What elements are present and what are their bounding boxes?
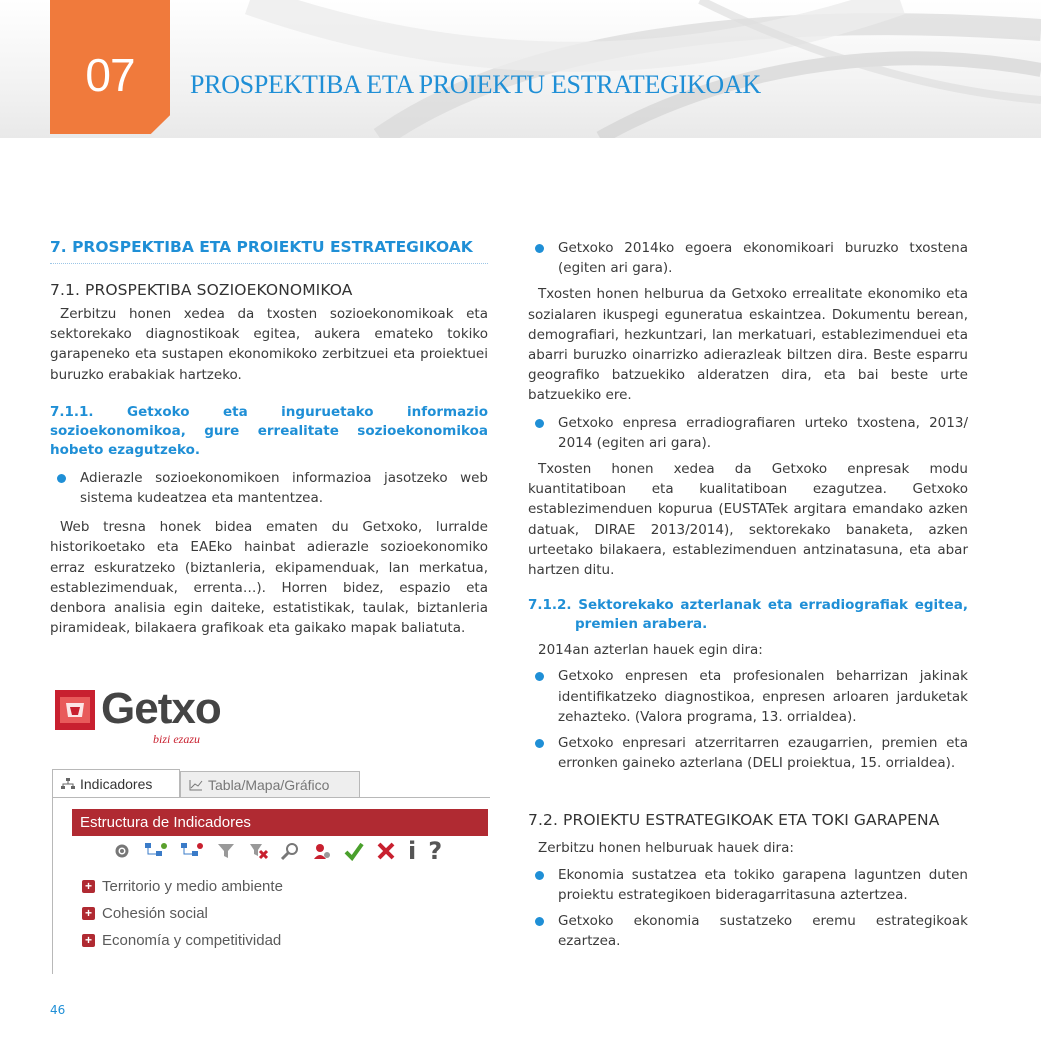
tree-item-label: Cohesión social	[102, 904, 208, 922]
logo-tagline: bizi ezazu	[153, 732, 201, 746]
bullet-text: Ekonomia sustatzea eta tokiko garapena laguntzen duten proiektu estrategikoen bideragarritasuna aztertzea.	[558, 866, 968, 903]
tab-label: Tabla/Mapa/Gráfico	[208, 776, 330, 793]
section-heading: 7. PROSPEKTIBA ETA PROIEKTU ESTRATEGIKOAK	[50, 238, 488, 264]
info-icon[interactable]: i	[408, 837, 417, 865]
check-icon[interactable]	[344, 841, 364, 861]
bullet-dot	[535, 917, 544, 926]
chapter-title: PROSPEKTIBA ETA PROIEKTU ESTRATEGIKOAK	[190, 70, 761, 99]
line-chart-icon	[189, 779, 203, 791]
tree-item-cohesion[interactable]	[82, 903, 208, 923]
page-number: 46	[50, 1003, 66, 1017]
bullet-text: Getxoko ekonomia sustatzeko eremu estrategikoak ezartzea.	[558, 913, 968, 950]
expand-tree-icon[interactable]	[144, 841, 168, 861]
tree-structure-icon	[61, 778, 75, 790]
list-item	[528, 238, 968, 278]
bullet-dot	[535, 244, 544, 253]
list-item	[528, 865, 968, 905]
expand-plus-icon[interactable]: +	[82, 880, 95, 893]
bullet-dot	[535, 871, 544, 880]
settings-gear-icon[interactable]	[112, 841, 132, 861]
goals-intro: Zerbitzu honen helburuak hauek dira:	[538, 840, 794, 857]
getxo-crest-icon	[54, 689, 96, 731]
getxo-logo-wordmark: Getxo	[101, 684, 221, 733]
report-paragraph: Txosten honen helburua da Getxoko errealitate ekonomiko eta sozialaren ikuspegi eguneratua eskaintzea. Dokumentu berean, demografiari, hezkuntzari, lan merkatuari, establezimenduei eta abarri buruzko oinarrizko adierazleak biltzen dira. Beste esparru geografiko batzuekiko alderatzen dira, eta bai beste urte batzuekiko ere.	[528, 286, 968, 404]
panel-title: Estructura de Indicadores	[72, 809, 488, 836]
bullet-text: Getxoko enpresari atzerritarren ezaugarrien, premien eta erronken gaineko azterlana (DELI proiektua, 15. orrialdea).	[558, 735, 968, 772]
web-tool-screenshot	[50, 678, 490, 974]
list-item	[528, 911, 968, 951]
bullet-text: Getxoko 2014ko egoera ekonomikoari buruzko txostena (egiten ari gara).	[558, 240, 968, 277]
list-item	[528, 413, 968, 453]
remove-filter-icon[interactable]	[248, 841, 268, 861]
panel-border	[52, 797, 53, 974]
list-item	[528, 666, 968, 727]
bullet-dot	[535, 419, 544, 428]
tree-item-label: Economía y competitividad	[102, 931, 282, 949]
expand-plus-icon[interactable]: +	[82, 934, 95, 947]
indicator-toolbar	[112, 838, 442, 864]
tree-item-label: Territorio y medio ambiente	[102, 877, 283, 895]
bullet-text: Getxoko enpresa erradiografiaren urteko txostena, 2013/ 2014 (egiten ari gara).	[558, 414, 968, 451]
tab-divider	[52, 797, 490, 798]
subsection-heading-72: 7.2. PROIEKTU ESTRATEGIKOAK ETA TOKI GARAPENA	[528, 811, 940, 830]
search-icon[interactable]	[280, 841, 300, 861]
web-tool-paragraph: Web tresna honek bidea ematen du Getxoko, lurralde historikoetako eta EAEko hainbat adierazle sozioekonomiko erraz eskuratzeko (biztanleria, ekipamenduak, lan merkatua, establezimenduak, errenta…). Horren bidez, espazio eta denbora analisia egin daiteke, estatistikak, taulak, biztanleria piramideak, bilakaera grafikoak eta gaikako mapak baliatuta.	[50, 519, 488, 637]
chapter-number: 07	[85, 49, 135, 101]
expand-plus-icon[interactable]: +	[82, 907, 95, 920]
subsection-heading: 7.1. PROSPEKTIBA SOZIOEKONOMIKOA	[50, 281, 353, 299]
uncheck-icon[interactable]	[376, 841, 396, 861]
left-column	[50, 238, 488, 638]
bullet-dot	[57, 474, 66, 483]
intro-paragraph: Zerbitzu honen xedea da txosten sozioekonomikoak eta sektorekako diagnostikoak egitea, aukera emateko tokiko garapeneko eta sustapen ekonomikoko zerbitzuei eta proiektuei buruzko erabakiak hartzeko.	[50, 306, 488, 383]
filter-icon[interactable]	[216, 841, 236, 861]
tree-item-economia[interactable]	[82, 930, 281, 950]
bullet-dot	[535, 672, 544, 681]
studies-intro: 2014an azterlan hauek egin dira:	[538, 642, 763, 659]
tab-indicadores[interactable]	[52, 769, 180, 797]
user-search-icon[interactable]	[312, 841, 332, 861]
radiography-paragraph: Txosten honen xedea da Getxoko enpresak modu kuantitatiboan eta kualitatiboan ezagutzea. Getxoko establezimenduen kopurua (EUSTATek argitara emandako azken datuak, DIRAE 2013/2014), sektorekako banaketa, azken urteetako bilakaera, establezimenduen antzinatasuna, eta abar hartzen ditu.	[528, 461, 968, 579]
subsubsection-heading-712: 7.1.2. Sektorekako azterlanak eta erradiografiak egitea, premien arabera.	[528, 597, 968, 633]
collapse-tree-icon[interactable]	[180, 841, 204, 861]
list-item	[50, 468, 488, 508]
tree-item-territorio[interactable]	[82, 876, 283, 896]
tab-tabla-mapa-grafico[interactable]	[180, 771, 360, 797]
bullet-text: Adierazle sozioekonomikoen informazioa jasotzeko web sistema kudeatzea eta mantentzea.	[80, 469, 488, 507]
subsubsection-heading: 7.1.1. Getxoko eta inguruetako informazio sozioekonomikoa, gure errealitate sozioekonomikoa hobeto ezagutzeko.	[50, 403, 488, 458]
help-icon[interactable]: ?	[428, 837, 443, 865]
bullet-text: Getxoko enpresen eta profesionalen beharrizan jakinak identifikatzeko diagnostikoa, enpresen arloaren jarduketak zehazteko. (Valora programa, 13. orrialdea).	[558, 668, 968, 725]
bullet-dot	[535, 739, 544, 748]
tab-label: Indicadores	[80, 775, 153, 792]
list-item	[528, 733, 968, 773]
right-column	[528, 238, 968, 951]
